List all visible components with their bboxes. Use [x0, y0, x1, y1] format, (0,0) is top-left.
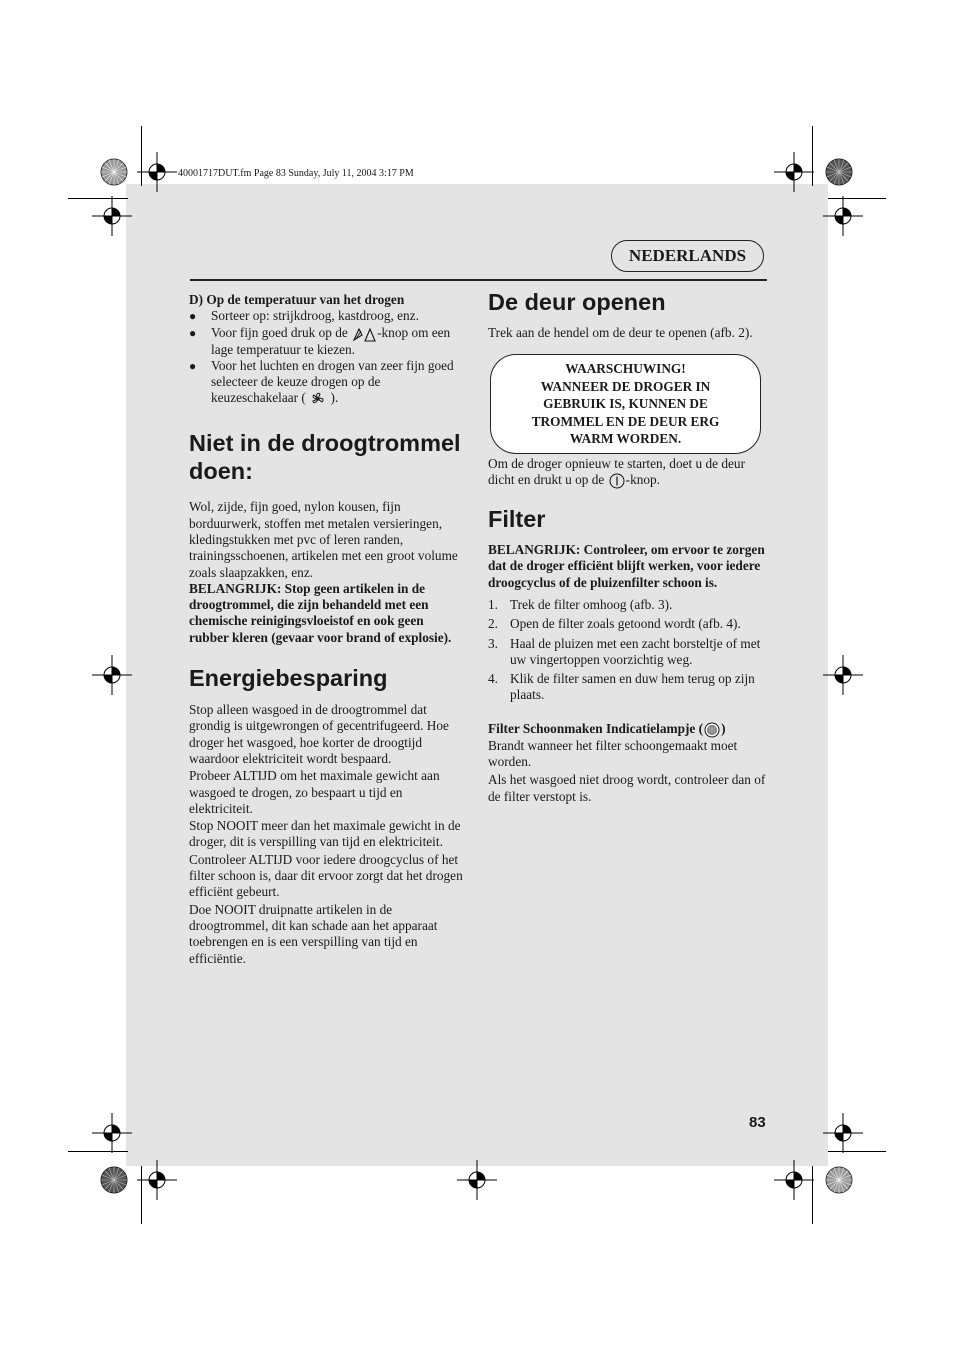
filter-indicator-icon	[703, 722, 721, 738]
left-column	[189, 292, 464, 967]
page-number: 83	[749, 1114, 766, 1131]
warning-line: GEBRUIK IS, KUNNEN DE	[543, 396, 708, 412]
air-fan-icon	[309, 391, 327, 407]
step-text: Haal de pluizen met een zacht borsteltje of met uw vingertoppen voorzichtig weg.	[510, 635, 761, 667]
list-item	[189, 308, 464, 324]
energie-paragraph: Stop alleen wasgoed in de droogtrommel dat grondig is uitgewrongen of gecentrifugeerd. Hoe droger het wasgoed, hoe korter de droogtijd waardoor elektriciteit wordt bespaard.	[189, 702, 449, 766]
delicate-temperature-icon	[351, 326, 377, 342]
file-slug: 40001717DUT.fm Page 83 Sunday, July 11, 2004 3:17 PM	[178, 168, 414, 179]
step-number: 1.	[488, 596, 498, 612]
list-item	[189, 358, 464, 408]
start-power-icon	[608, 473, 626, 489]
bullet-text: Voor het luchten en drogen van zeer fijn goed selecteer de keuze drogen op de keuzeschakelaar ( ).	[211, 357, 454, 406]
step-text: Open de filter zoals getoond wordt (afb. 4).	[510, 616, 741, 632]
list-item	[488, 597, 766, 613]
list-item	[488, 636, 766, 669]
warning-line: WARM WORDEN.	[569, 431, 682, 447]
deur-openen-heading: De deur openen	[488, 289, 666, 315]
indicator-heading: Filter Schoonmaken Indicatielampje ( )	[488, 720, 726, 736]
bullet-icon: ●	[189, 309, 197, 324]
list-item	[189, 325, 464, 358]
niet-text: Wol, zijde, fijn goed, nylon kousen, fijn borduurwerk, stoffen met metalen versieringen, kledingstukken met pvc of leren randen, trainingsschoenen, artikelen met een groot volume zoals slaapzakken, enz.	[189, 499, 458, 580]
indicator-paragraph: Als het wasgoed niet droog wordt, controleer dan of de filter verstopt is.	[488, 772, 766, 804]
filter-heading: Filter	[488, 506, 546, 533]
step-number: 2.	[488, 616, 498, 632]
step-text: Trek de filter omhoog (afb. 3).	[510, 596, 673, 612]
restart-text: Om de droger opnieuw te starten, doet u de deur dicht en drukt u op de -knop.	[488, 455, 745, 488]
list-item	[488, 671, 766, 704]
niet-important: BELANGRIJK: Stop geen artikelen in de droogtrommel, die zijn behandeld met een chemische reinigingsvloeistof en ook geen rubber kleren (gevaar voor brand of explosie).	[189, 580, 452, 645]
bullet-text: Sorteer op: strijkdroog, kastdroog, enz.	[211, 308, 419, 324]
filter-steps	[488, 597, 766, 704]
bullet-icon: ●	[189, 358, 197, 373]
energie-paragraph: Probeer ALTIJD om het maximale gewicht aan wasgoed te drogen, zo bespaart u tijd en elektriciteit.	[189, 768, 440, 816]
energie-paragraph: Controleer ALTIJD voor iedere droogcyclus of het filter schoon is, daar dit ervoor zorgt dat het drogen efficiënt gebeurt.	[189, 851, 463, 900]
step-number: 3.	[488, 635, 498, 651]
right-column	[488, 288, 766, 805]
niet-in-droogtrommel-heading: Niet in de droogtrommel doen:	[189, 430, 461, 485]
warning-line: TROMMEL EN DE DEUR ERG	[531, 413, 720, 429]
step-text: Klik de filter samen en duw hem terug op zijn plaats.	[510, 671, 755, 703]
deur-text: Trek aan de hendel om de deur te openen (afb. 2).	[488, 325, 753, 340]
warning-line: WANNEER DE DROGER IN	[540, 378, 711, 394]
energiebesparing-heading: Energiebesparing	[189, 665, 388, 692]
filter-important: BELANGRIJK: Controleer, om ervoor te zorgen dat de droger efficiënt blijft werken, voor iedere droogcyclus of de pluizenfilter schoon is.	[488, 542, 765, 590]
energie-paragraph: Doe NOOIT druipnatte artikelen in de droogtrommel, dit kan schade aan het apparaat toebrengen en is een verspilling van tijd en efficiëntie.	[189, 901, 438, 966]
language-label: NEDERLANDS	[611, 240, 764, 272]
step-number: 4.	[488, 671, 498, 687]
temperature-heading: D) Op de temperatuur van het drogen	[189, 292, 405, 307]
indicator-paragraph: Brandt wanneer het filter schoongemaakt moet worden.	[488, 737, 738, 769]
warning-box	[490, 354, 761, 454]
energie-paragraph: Stop NOOIT meer dan het maximale gewicht in de droger, dit is verspilling van tijd en elektriciteit.	[189, 818, 461, 850]
energie-paragraphs	[189, 702, 464, 967]
warning-line: WAARSCHUWING!	[565, 361, 686, 377]
bullet-text: Voor fijn goed druk op de -knop om een lage temperatuur te kiezen.	[211, 324, 451, 357]
bullet-icon: ●	[189, 325, 197, 340]
list-item	[488, 616, 766, 632]
header-rule	[190, 279, 767, 281]
